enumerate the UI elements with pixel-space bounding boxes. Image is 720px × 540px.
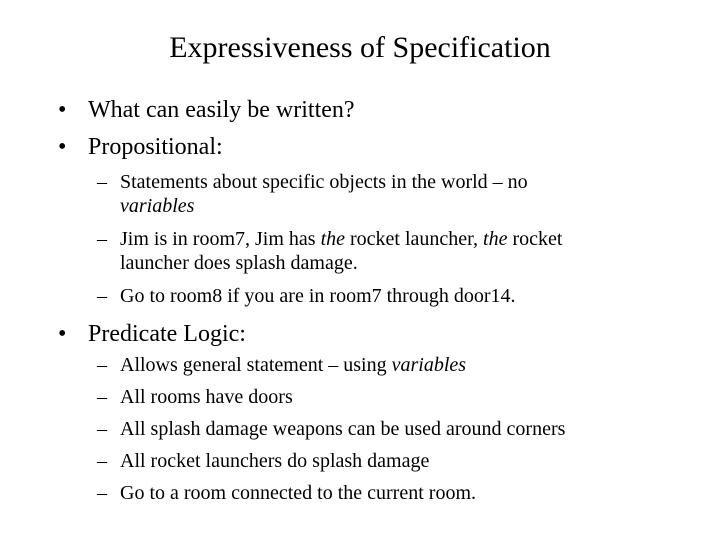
dash-icon: –: [97, 450, 107, 472]
text-run: rocket launcher,: [345, 228, 484, 250]
sub-bullet-text: All splash damage weapons can be used around corners: [120, 418, 566, 440]
text-run: Allows general statement – using: [120, 354, 392, 376]
sub-bullet-text: Go to a room connected to the current room.: [120, 482, 476, 504]
text-run: Jim is in room7, Jim has: [120, 228, 321, 250]
emphasis-text: variables: [120, 195, 195, 217]
bullet-icon: •: [58, 97, 67, 123]
bullet-text: What can easily be written?: [88, 97, 355, 123]
dash-icon: –: [97, 386, 107, 408]
text-run: rocket: [507, 228, 563, 250]
dash-icon: –: [97, 285, 107, 307]
bullet-text: Predicate Logic:: [88, 321, 246, 347]
sub-bullet-text: All rocket launchers do splash damage: [120, 450, 430, 472]
emphasis-text: the: [320, 228, 346, 250]
slide-title: Expressiveness of Specification: [169, 31, 551, 64]
dash-icon: –: [97, 354, 107, 376]
sub-bullet-text: launcher does splash damage.: [120, 252, 358, 274]
sub-bullet-text: Go to room8 if you are in room7 through door14.: [120, 285, 516, 307]
emphasis-text: variables: [391, 354, 467, 376]
emphasis-text: the: [483, 228, 508, 250]
dash-icon: –: [97, 482, 107, 504]
bullet-icon: •: [58, 134, 67, 160]
sub-bullet-text: All rooms have doors: [120, 386, 293, 408]
dash-icon: –: [97, 228, 107, 250]
bullet-icon: •: [58, 321, 67, 347]
dash-icon: –: [97, 418, 107, 440]
dash-icon: –: [97, 171, 107, 193]
sub-bullet-text: Statements about specific objects in the world – no: [120, 171, 528, 193]
bullet-text: Propositional:: [88, 134, 223, 160]
